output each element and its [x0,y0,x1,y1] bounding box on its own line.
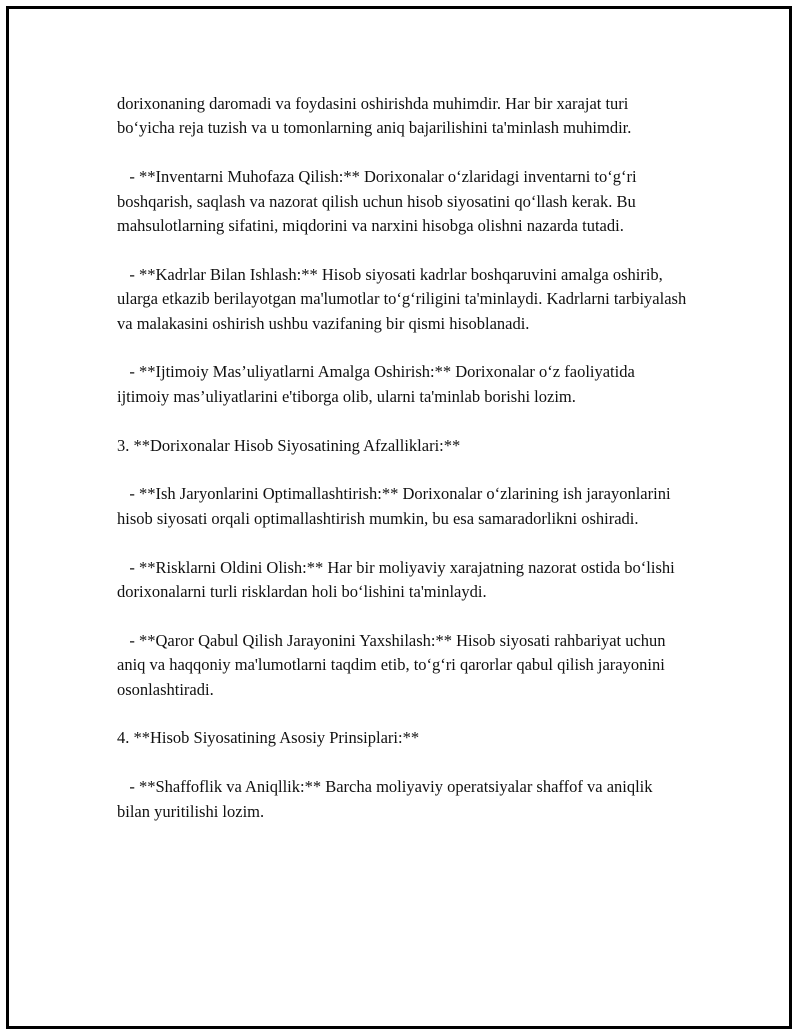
paragraph-risks: - **Risklarni Oldini Olish:** Har bir moliyaviy xarajatning nazorat ostida bo‘lishi dorixonalarni turli risklardan holi bo‘lishini ta'minlaydi. [117,557,679,602]
paragraph-intro: dorixonaning daromadi va foydasini oshirishda muhimdir. Har bir xarajat turi bo‘yicha reja tuzish va u tomonlarning aniq bajarilishini ta'minlash muhimdir. [117,94,633,138]
document-body [117,92,691,848]
paragraph-transparency: - **Shaffoflik va Aniqllik:** Barcha moliyaviy operatsiyalar shaffof va aniqlik bilan yuritilishi lozim. [117,777,657,821]
paragraph-social: - **Ijtimoiy Mas’uliyatlarni Amalga Oshirish:** Dorixonalar o‘z faoliyatida ijtimoiy mas’uliyatlarini e'tiborga olib, ularni ta'minlab borishi lozim. [117,362,639,406]
paragraph-optimization: - **Ish Jaryonlarini Optimallashtirish:** Dorixonalar o‘zlarining ish jarayonlarini hisob siyosati orqali optimallashtirish mumkin, bu esa samaradorlikni oshiradi. [117,484,675,528]
section-heading-4: 4. **Hisob Siyosatining Asosiy Prinsiplari:** [117,728,420,748]
paragraph-inventory: - **Inventarni Muhofaza Qilish:** Dorixonalar o‘zlaridagi inventarni to‘g‘ri boshqarish, saqlash va nazorat qilish uchun hisob siyosatini qo‘llash kerak. Bu mahsulotlarning sifatini, miqdorini va narxini hisobga olishni nazarda tutadi. [117,167,641,236]
section-heading-3: 3. **Dorixonalar Hisob Siyosatining Afzalliklari:** [117,435,461,455]
paragraph-decisions: - **Qaror Qabul Qilish Jarayonini Yaxshilash:** Hisob siyosati rahbariyat uchun aniq va haqqoniy ma'lumotlarni taqdim etib, to‘g‘ri qarorlar qabul qilish jarayonini osonlashtiradi. [117,630,670,699]
paragraph-staff: - **Kadrlar Bilan Ishlash:** Hisob siyosati kadrlar boshqaruvini amalga oshirib, ularga etkazib berilayotgan ma'lumotlar to‘g‘riligini ta'minlaydi. Kadrlarni tarbiyalash va malakasini oshirish ushbu vazifaning bir qismi hisoblanadi. [117,264,691,333]
